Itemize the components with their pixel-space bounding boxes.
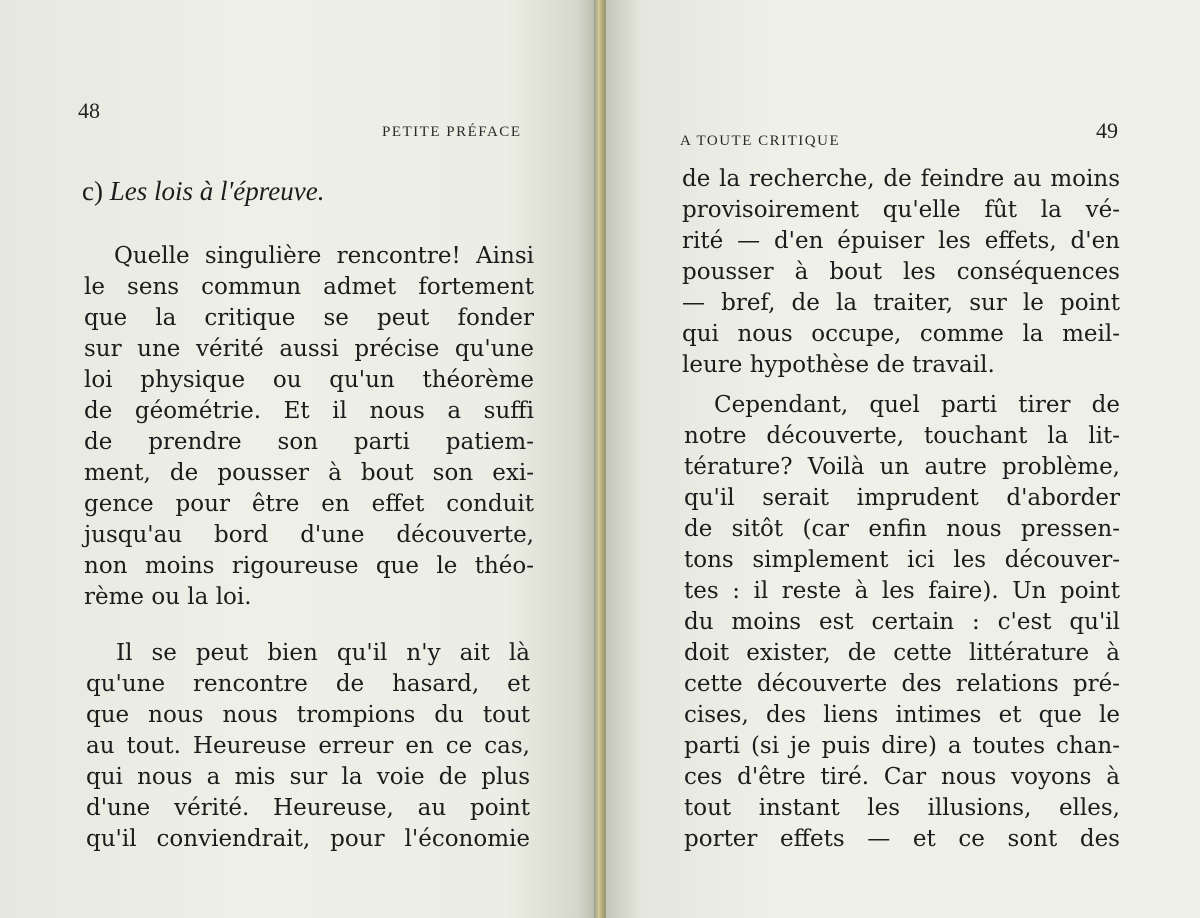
text-line: que la critique se peut fonder: [84, 305, 534, 331]
text-line: Quelle singulière rencontre! Ainsi: [114, 243, 534, 269]
text-line: qui nous occupe, comme la meil-: [682, 321, 1120, 347]
text-line: tout instant les illusions, elles,: [684, 795, 1120, 821]
text-line: — bref, de la traiter, sur le point: [682, 290, 1120, 316]
text-line: Il se peut bien qu'il n'y ait là: [116, 640, 530, 666]
text-line: notre découverte, touchant la lit-: [684, 423, 1120, 449]
right-paragraph-2: [684, 390, 1120, 855]
text-line: ment, de pousser à bout son exi-: [84, 460, 534, 486]
section-heading: [82, 176, 324, 207]
left-page: [0, 0, 596, 918]
text-line: loi physique ou qu'un théorème: [84, 367, 534, 393]
left-paragraph-1: [84, 241, 534, 613]
text-line: tons simplement ici les découver-: [684, 547, 1120, 573]
text-line: de prendre son parti patiem-: [84, 429, 534, 455]
text-line: de géométrie. Et il nous a suffi: [84, 398, 534, 424]
text-line: le sens commun admet fortement: [84, 274, 534, 300]
text-line: doit exister, de cette littérature à: [684, 640, 1120, 666]
text-line: porter effets — et ce sont des: [684, 826, 1120, 852]
text-line: rème ou la loi.: [84, 584, 252, 610]
right-page-number: 49: [1096, 118, 1118, 143]
text-line: au tout. Heureuse erreur en ce cas,: [86, 733, 530, 759]
left-page-number: 48: [78, 98, 100, 123]
text-line: térature? Voilà un autre problème,: [684, 454, 1120, 480]
text-line: de la recherche, de feindre au moins: [682, 166, 1120, 192]
text-line: qu'il serait imprudent d'aborder: [684, 485, 1120, 511]
text-line: cises, des liens intimes et que le: [684, 702, 1120, 728]
text-line: ces d'être tiré. Car nous voyons à: [684, 764, 1120, 790]
right-running-head: A TOUTE CRITIQUE: [680, 133, 841, 149]
text-line: rité — d'en épuiser les effets, d'en: [682, 228, 1120, 254]
text-line: non moins rigoureuse que le théo-: [84, 553, 534, 579]
text-line: qu'il conviendrait, pour l'économie: [86, 826, 530, 852]
text-line: jusqu'au bord d'une découverte,: [84, 522, 534, 548]
text-line: pousser à bout les conséquences: [682, 259, 1120, 285]
text-line: tes : il reste à les faire). Un point: [684, 578, 1120, 604]
text-line: du moins est certain : c'est qu'il: [684, 609, 1120, 635]
left-paragraph-2: [86, 638, 530, 855]
section-title: Les lois à l'épreuve.: [109, 176, 325, 206]
section-label: c): [82, 176, 103, 206]
text-line: provisoirement qu'elle fût la vé-: [682, 197, 1120, 223]
left-running-head: PETITE PRÉFACE: [382, 124, 522, 140]
text-line: de sitôt (car enfin nous pressen-: [684, 516, 1120, 542]
text-line: parti (si je puis dire) a toutes chan-: [684, 733, 1120, 759]
text-line: cette découverte des relations pré-: [684, 671, 1120, 697]
text-line: d'une vérité. Heureuse, au point: [86, 795, 530, 821]
text-line: leure hypothèse de travail.: [682, 352, 995, 378]
text-line: gence pour être en effet conduit: [84, 491, 534, 517]
text-line: qui nous a mis sur la voie de plus: [86, 764, 530, 790]
text-line: qu'une rencontre de hasard, et: [86, 671, 530, 697]
text-line: que nous nous trompions du tout: [86, 702, 530, 728]
text-line: sur une vérité aussi précise qu'une: [84, 336, 534, 362]
right-paragraph-1: [682, 164, 1120, 381]
right-page: [606, 0, 1200, 918]
text-line: Cependant, quel parti tirer de: [714, 392, 1120, 418]
